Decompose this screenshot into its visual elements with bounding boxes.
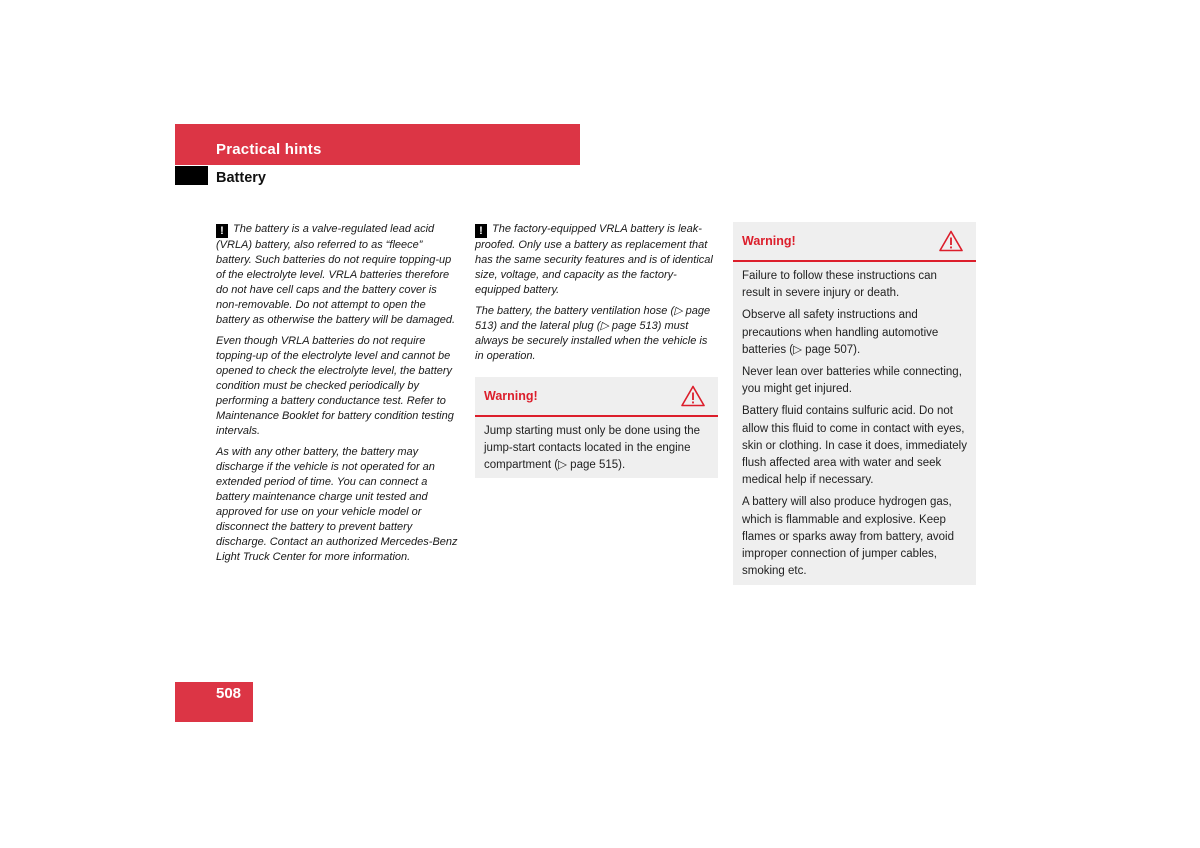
paragraph: Even though VRLA batteries do not require topping-up of the electrolyte level and cannot be opened to check the electrolyte level, the battery condition must be checked periodically by performing a battery conductance test. Refer to Maintenance Booklet for battery condition testing intervals. xyxy=(216,335,454,437)
warning-header xyxy=(475,377,718,417)
warning-title: Warning! xyxy=(742,234,796,248)
warning-paragraph: Observe all safety instructions and precautions when handling automotive batteries (▷ page 507). xyxy=(742,309,939,356)
warning-paragraph: Jump starting must only be done using the jump-start contacts located in the engine compartment (▷ page 515). xyxy=(484,425,701,472)
warning-paragraph: Failure to follow these instructions can result in severe injury or death. xyxy=(742,270,937,300)
column-2 xyxy=(475,222,718,370)
warning-paragraph: A battery will also produce hydrogen gas, which is flammable and explosive. Keep flames or sparks away from battery, avoid improper connection of jumper cables, smoking etc. xyxy=(742,496,954,578)
warning-body xyxy=(475,417,718,475)
subsection-title: Battery xyxy=(216,170,266,186)
warning-triangle-icon xyxy=(939,230,963,252)
notice-icon: ! xyxy=(216,224,228,238)
warning-triangle-icon xyxy=(681,385,705,407)
notice-paragraph xyxy=(475,222,718,298)
subsection-marker xyxy=(175,166,208,185)
page-number-band xyxy=(175,682,253,722)
paragraph: As with any other battery, the battery may discharge if the vehicle is not operated for an extended period of time. You can connect a battery maintenance charge unit tested and approved for use on your vehicle model or disconnect the battery to prevent battery discharge. Contact an authorized Mercedes-Benz Light Truck Center for more information. xyxy=(216,446,458,563)
warning-body xyxy=(733,262,976,580)
warning-box-jump-start xyxy=(475,377,718,478)
section-title: Practical hints xyxy=(216,141,322,158)
warning-paragraph: Battery fluid contains sulfuric acid. Do not allow this fluid to come in contact with eyes, skin or clothing. In case it does, immediately flush affected area with water and seek medical help if necessary. xyxy=(742,405,967,487)
notice-icon: ! xyxy=(475,224,487,238)
paragraph-text: The battery is a valve-regulated lead acid (VRLA) battery, also referred to as “fleece” battery. Such batteries do not require topping-up of the electrolyte level. VRLA batteries therefore do not have cell caps and the battery cover is non-removable. Do not attempt to open the battery as otherwise the battery will be damaged. xyxy=(216,223,456,326)
warning-box-battery-safety xyxy=(733,222,976,585)
notice-paragraph xyxy=(216,222,458,328)
warning-paragraph: Never lean over batteries while connecting, you might get injured. xyxy=(742,366,962,396)
column-1 xyxy=(216,222,458,571)
paragraph: The battery, the battery ventilation hose (▷ page 513) and the lateral plug (▷ page 513) must always be securely installed when the vehicle is in operation. xyxy=(475,305,711,362)
warning-title: Warning! xyxy=(484,389,538,403)
warning-header xyxy=(733,222,976,262)
paragraph-text: The factory-equipped VRLA battery is leak-proofed. Only use a battery as replacement that has the same security features and is of identical size, voltage, and capacity as the factory-equipped battery. xyxy=(475,223,713,296)
page-number: 508 xyxy=(216,685,242,702)
